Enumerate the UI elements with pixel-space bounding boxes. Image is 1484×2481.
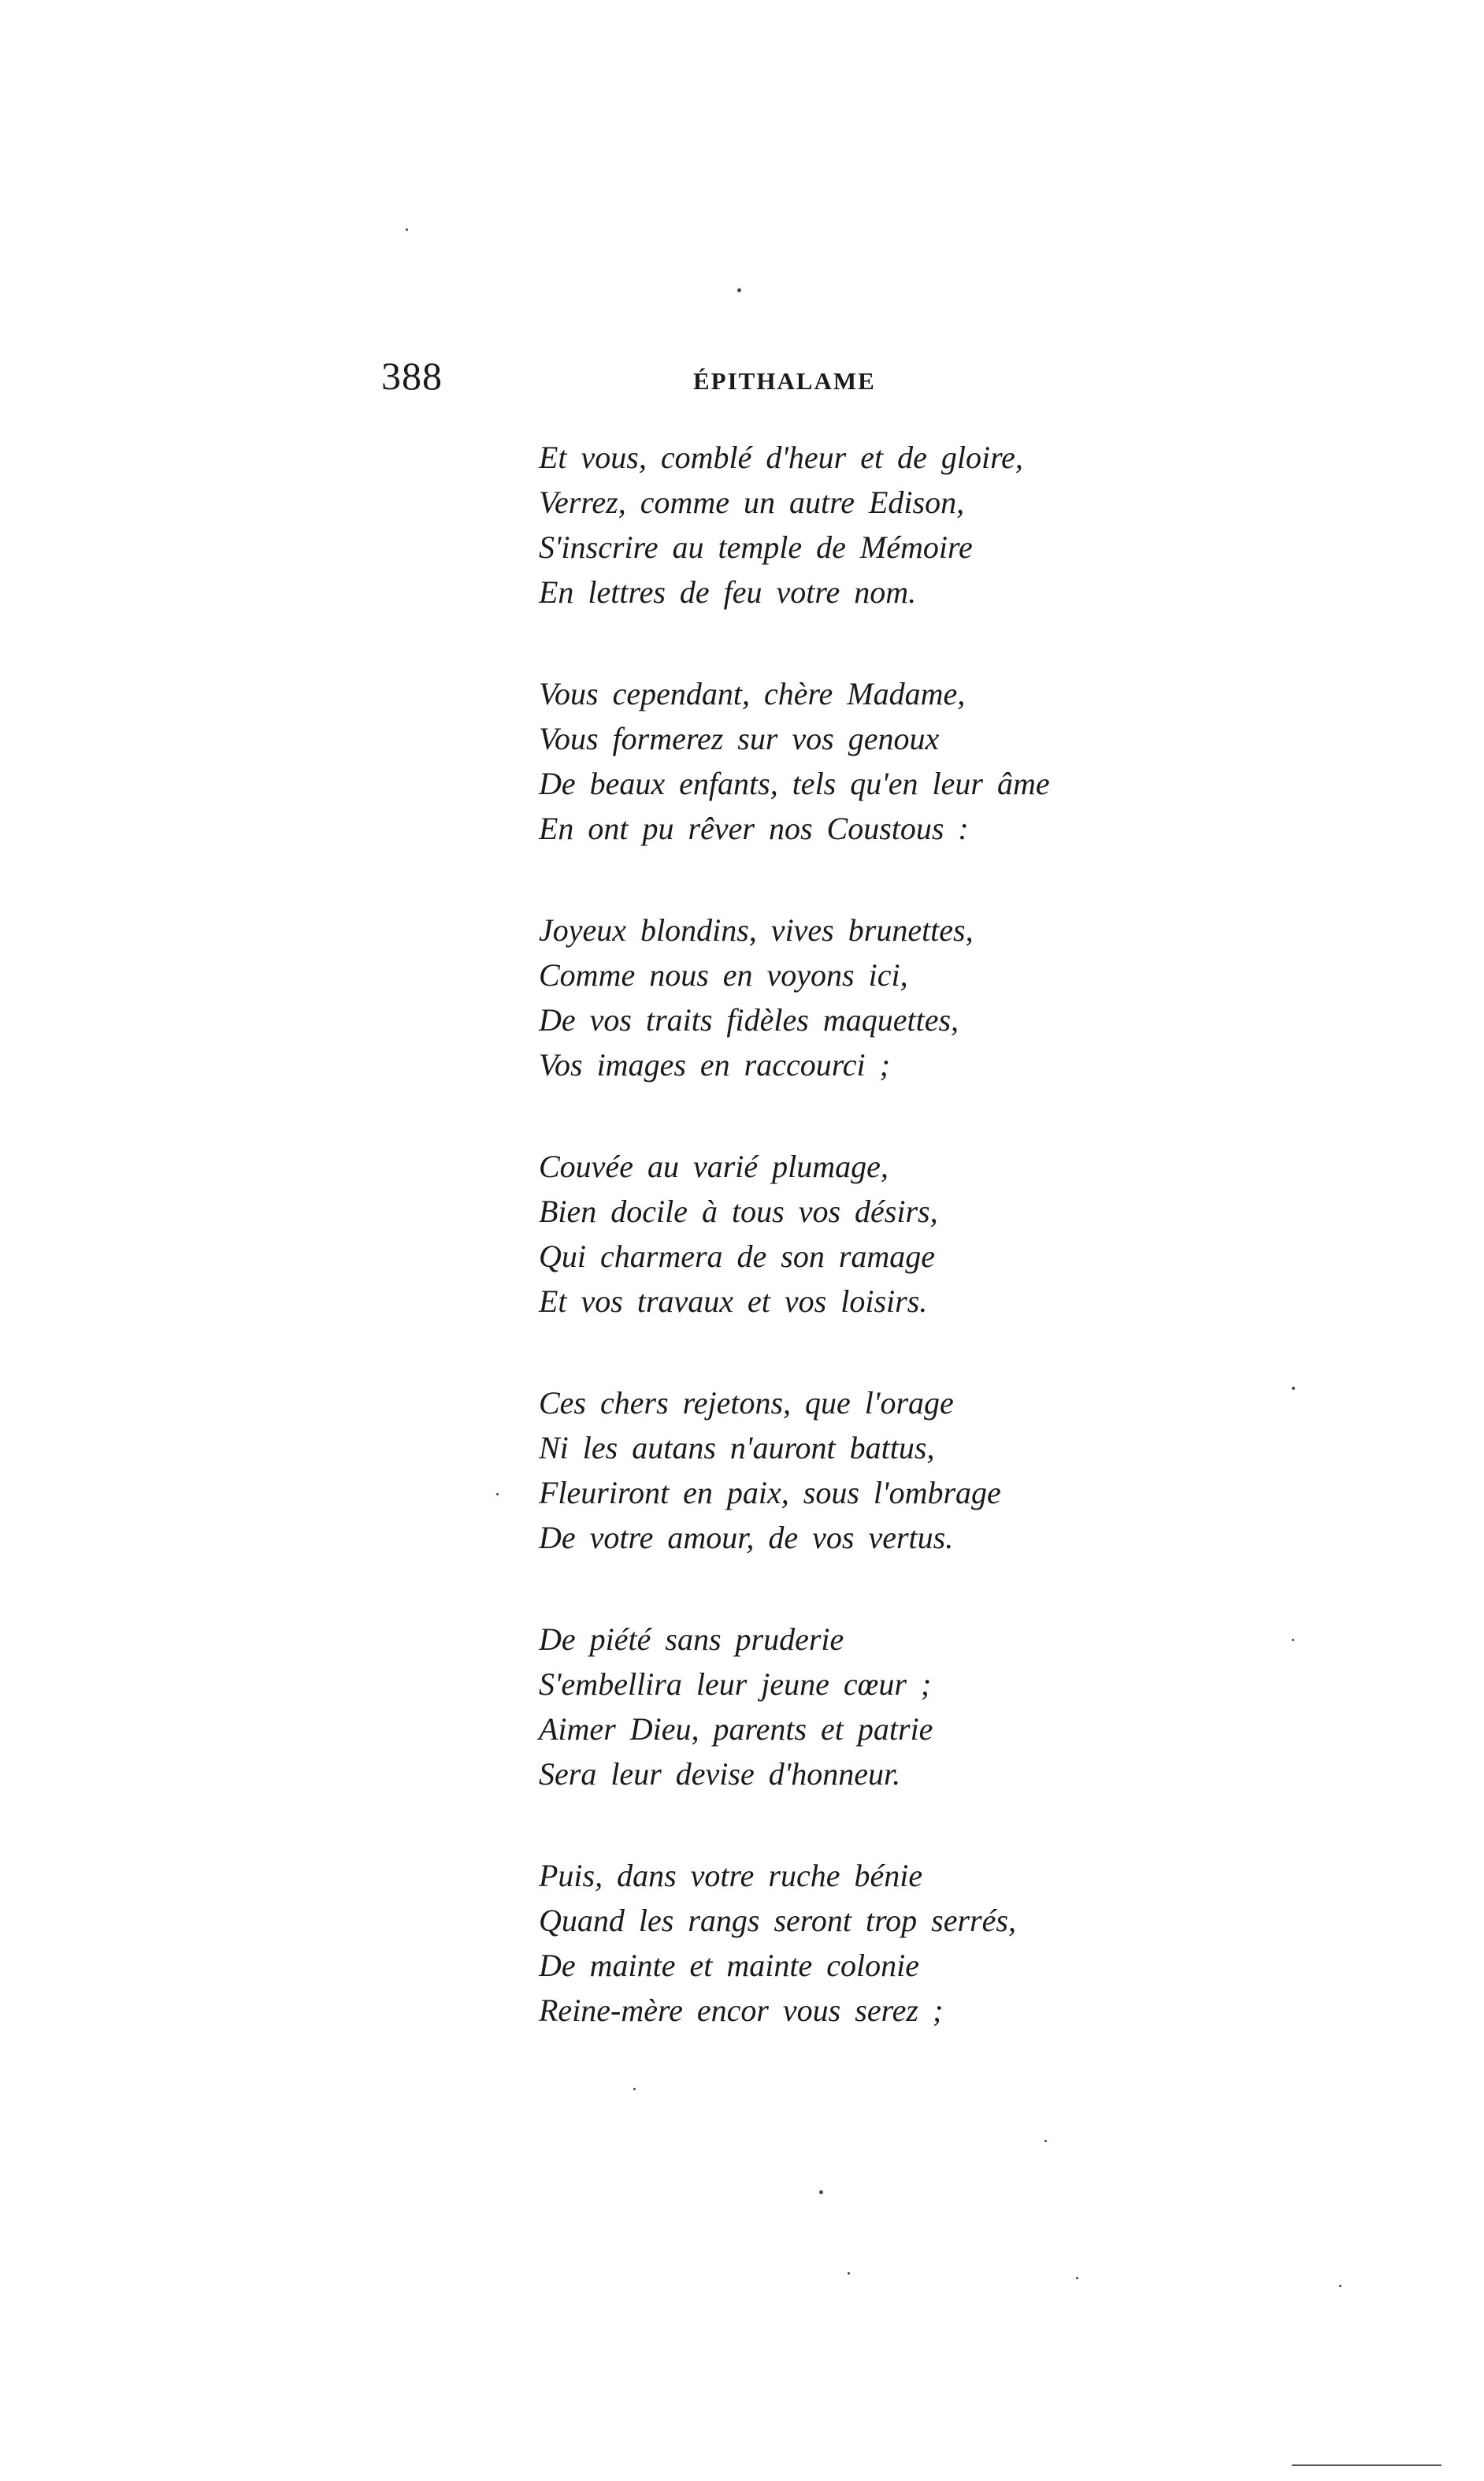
poem-line: Bien docile à tous vos désirs, (539, 1194, 938, 1229)
poem-line: Vos images en raccourci ; (539, 1047, 890, 1083)
scan-speck (1339, 2285, 1341, 2287)
poem-line: Puis, dans votre ruche bénie (539, 1858, 923, 1893)
scan-speck (1292, 1387, 1295, 1390)
poem-line: Vous cependant, chère Madame, (539, 676, 966, 711)
poem-line: De piété sans pruderie (539, 1621, 844, 1657)
poem-line: Et vous, comblé d'heur et de gloire, (539, 440, 1023, 475)
poem-line: Reine-mère encor vous serez ; (539, 1993, 944, 2028)
poem-line: Comme nous en voyons ici, (539, 957, 908, 993)
poem (539, 435, 1122, 2089)
poem-line: Vous formerez sur vos genoux (539, 721, 940, 756)
scan-speck (406, 228, 408, 231)
poem-line: Ni les autans n'auront battus, (539, 1430, 935, 1465)
poem-line: En ont pu rêver nos Coustous : (539, 811, 969, 846)
stanza-5 (539, 1380, 1122, 1560)
scan-speck (1076, 2277, 1078, 2279)
poem-line: Qui charmera de son ramage (539, 1239, 936, 1274)
poem-line: De beaux enfants, tels qu'en leur âme (539, 766, 1050, 801)
running-title: ÉPITHALAME (693, 367, 876, 395)
poem-line: En lettres de feu votre nom. (539, 574, 917, 610)
stanza-4 (539, 1144, 1122, 1324)
poem-line: Aimer Dieu, parents et patrie (539, 1711, 933, 1747)
poem-line: Fleuriront en paix, sous l'ombrage (539, 1475, 1001, 1510)
scan-speck (633, 2088, 636, 2090)
footer-rule (1292, 2464, 1441, 2466)
stanza-1 (539, 435, 1122, 615)
scan-speck (1292, 1639, 1294, 1641)
poem-line: Verrez, comme un autre Edison, (539, 485, 965, 520)
poem-line: Sera leur devise d'honneur. (539, 1756, 901, 1792)
scan-speck (1044, 2140, 1047, 2142)
scan-speck (737, 288, 741, 292)
scan-speck (848, 2272, 850, 2275)
stanza-3 (539, 908, 1122, 1087)
stanza-6 (539, 1617, 1122, 1796)
poem-line: Ces chers rejetons, que l'orage (539, 1385, 954, 1421)
scan-speck (496, 1493, 499, 1495)
poem-line: Joyeux blondins, vives brunettes, (539, 912, 974, 948)
stanza-7 (539, 1853, 1122, 2033)
poem-line: Et vos travaux et vos loisirs. (539, 1283, 928, 1319)
poem-line: De mainte et mainte colonie (539, 1948, 919, 1983)
stanza-2 (539, 671, 1122, 851)
poem-line: S'embellira leur jeune cœur ; (539, 1666, 932, 1702)
poem-line: Couvée au varié plumage, (539, 1149, 889, 1184)
poem-line: De votre amour, de vos vertus. (539, 1520, 954, 1555)
poem-line: Quand les rangs seront trop serrés, (539, 1903, 1016, 1938)
scan-speck (819, 2190, 823, 2194)
poem-line: De vos traits fidèles maquettes, (539, 1002, 959, 1038)
poem-line: S'inscrire au temple de Mémoire (539, 529, 973, 565)
page-number: 388 (381, 354, 443, 398)
